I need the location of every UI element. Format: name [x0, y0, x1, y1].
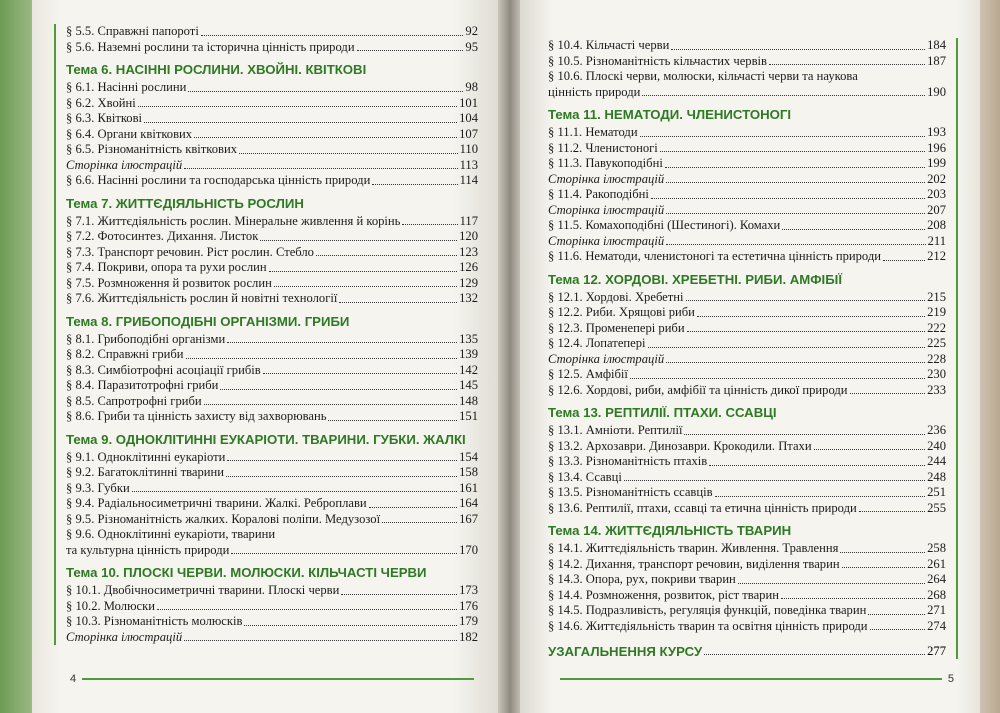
- left-footer: [70, 673, 480, 685]
- leader-dots: [814, 449, 926, 450]
- book-gutter: [498, 0, 522, 713]
- toc-entry[interactable]: [66, 378, 478, 394]
- toc-entry[interactable]: [548, 470, 946, 486]
- final-entry-title: УЗАГАЛЬНЕННЯ КУРСУ: [548, 644, 703, 659]
- toc-entry-page: 182: [459, 629, 478, 644]
- toc-entry[interactable]: [548, 249, 946, 265]
- topic-heading: Тема 13. РЕПТИЛІЇ. ПТАХИ. ССАВЦІ: [548, 405, 777, 420]
- toc-entry-page: 199: [927, 156, 946, 170]
- toc-entry-title: § 10.1. Двобічносиметричні тварини. Плоскі черви: [66, 583, 340, 597]
- toc-entry-title: § 9.3. Губки: [66, 480, 130, 495]
- toc-entry-page: 164: [459, 496, 478, 510]
- toc-entry-title: § 9.1. Одноклітинні еукаріоти: [66, 449, 226, 464]
- toc-entry-page: 196: [927, 140, 946, 155]
- toc-entry[interactable]: [548, 588, 946, 604]
- toc-entry-title: § 5.5. Справжні папороті: [66, 24, 199, 38]
- final-entry[interactable]: [548, 644, 946, 659]
- toc-entry-page: 167: [459, 511, 478, 526]
- toc-entry-title: § 12.1. Хордові. Хребетні: [548, 289, 684, 304]
- toc-entry-page: 104: [459, 111, 478, 125]
- toc-entry-page: 113: [459, 157, 478, 172]
- toc-entry-title: § 11.1. Нематоди: [548, 125, 638, 139]
- leader-dots: [263, 373, 457, 374]
- toc-entry-title: § 11.2. Членистоногі: [548, 140, 658, 155]
- toc-entry-title: § 12.3. Променепері риби: [548, 320, 685, 335]
- leader-dots: [138, 106, 457, 107]
- page-number-right: 5: [947, 673, 954, 685]
- toc-entry-page: 225: [927, 336, 946, 350]
- toc-entry-page: 268: [927, 587, 946, 602]
- toc-entry[interactable]: [66, 229, 478, 245]
- toc-entry[interactable]: [548, 290, 946, 306]
- toc-entry-title: § 11.6. Нематоди, членистоногі та естетична цінність природи: [548, 249, 882, 263]
- topic-heading: Тема 8. ГРИБОПОДІБНІ ОРГАНІЗМИ. ГРИБИ: [66, 313, 350, 329]
- right-page: [520, 0, 980, 713]
- leader-dots: [341, 594, 457, 595]
- toc-entry-title: § 12.5. Амфібії: [548, 367, 628, 381]
- toc-entry-title: § 7.6. Життєдіяльність рослин й новітні технології: [66, 291, 338, 305]
- leader-dots: [186, 358, 458, 359]
- toc-entry-title: § 10.2. Молюски: [66, 598, 155, 613]
- toc-entry[interactable]: [548, 141, 946, 157]
- toc-entry-title: Сторінка ілюстрацій: [548, 233, 665, 248]
- toc-entry-page: 202: [927, 171, 946, 186]
- leader-dots: [260, 240, 457, 241]
- toc-entry[interactable]: [66, 599, 478, 615]
- toc-entry-page: 123: [459, 244, 478, 259]
- leader-dots: [651, 198, 925, 199]
- toc-entry-page: 92: [465, 24, 478, 38]
- leader-dots: [666, 362, 925, 363]
- toc-entry[interactable]: [66, 512, 478, 528]
- toc-entry[interactable]: [66, 260, 478, 276]
- toc-entry-page: 230: [927, 367, 946, 381]
- toc-entry[interactable]: [548, 38, 946, 54]
- toc-entry-title: § 13.4. Ссавці: [548, 469, 622, 484]
- left-toc: [54, 24, 478, 645]
- toc-entry-page: 248: [927, 469, 946, 484]
- toc-entry-page: 244: [927, 454, 946, 468]
- toc-entry-title: § 10.4. Кільчасті черви: [548, 38, 670, 52]
- right-footer: [554, 673, 954, 685]
- leader-dots: [220, 389, 457, 390]
- leader-dots: [269, 271, 457, 272]
- leader-dots: [201, 35, 464, 36]
- toc-entry-page: 228: [927, 351, 946, 366]
- toc-entry-title: § 13.6. Рептилії, птахи, ссавці та етична цінність природи: [548, 500, 857, 515]
- toc-entry-title: § 12.2. Риби. Хрящові риби: [548, 305, 695, 319]
- toc-entry-page: 233: [927, 382, 946, 397]
- toc-entry-page: 129: [459, 275, 478, 290]
- leader-dots: [239, 153, 458, 154]
- leader-dots: [382, 522, 457, 523]
- leader-dots: [194, 137, 457, 138]
- toc-entry-page: 98: [465, 80, 478, 94]
- toc-entry[interactable]: [548, 439, 946, 455]
- leader-dots: [684, 434, 925, 435]
- toc-entry[interactable]: [548, 485, 946, 501]
- topic-heading: Тема 11. НЕМАТОДИ. ЧЛЕНИСТОНОГІ: [548, 107, 792, 122]
- leader-dots: [188, 91, 463, 92]
- toc-entry-page: 261: [927, 556, 946, 571]
- toc-entry-page: 114: [459, 173, 478, 187]
- toc-entry-title: Сторінка ілюстрацій: [66, 157, 183, 172]
- toc-entry-page: 148: [459, 393, 478, 408]
- leader-dots: [132, 491, 457, 492]
- leader-dots: [184, 640, 457, 641]
- leader-dots: [328, 420, 457, 421]
- page-number-left: 4: [70, 673, 77, 685]
- toc-entry-title: § 14.3. Опора, рух, покриви тварин: [548, 572, 736, 586]
- toc-entry-page: 222: [927, 320, 946, 335]
- toc-entry-page: 132: [459, 291, 478, 305]
- toc-entry-title: § 14.5. Подразливість, регуляція функцій, поведінка тварин: [548, 603, 867, 617]
- toc-entry-title: § 7.1. Життєдіяльність рослин. Мінеральне живлення й корінь: [66, 213, 401, 228]
- leader-dots: [157, 609, 457, 610]
- toc-entry[interactable]: [66, 96, 478, 112]
- toc-entry-page: 107: [459, 126, 478, 141]
- leader-dots: [274, 286, 457, 287]
- toc-entry-page: 161: [459, 480, 478, 495]
- footer-rule: [82, 678, 474, 680]
- toc-entry[interactable]: [548, 557, 946, 573]
- toc-entry[interactable]: [548, 187, 946, 203]
- toc-entry-title: § 7.3. Транспорт речовин. Ріст рослин. Стебло: [66, 244, 314, 259]
- toc-entry-title: § 14.6. Життєдіяльність тварин та освітня цінність природи: [548, 618, 868, 633]
- toc-entry[interactable]: [66, 276, 478, 292]
- leader-dots: [660, 151, 925, 152]
- toc-entry-page: 258: [927, 541, 946, 555]
- toc-entry-title: § 12.6. Хордові, риби, амфібії та цінність дикої природи: [548, 382, 848, 397]
- toc-entry-page: 219: [927, 305, 946, 319]
- toc-entry-title: § 14.4. Розмноження, розвиток, ріст тварин: [548, 587, 779, 602]
- leader-dots: [769, 64, 925, 65]
- toc-entry-page: 215: [927, 289, 946, 304]
- toc-entry-title: § 14.1. Життєдіяльність тварин. Живлення. Травлення: [548, 541, 839, 555]
- leader-dots: [738, 583, 925, 584]
- toc-entry[interactable]: [548, 367, 946, 383]
- leader-dots: [666, 213, 925, 214]
- toc-entry-page: 139: [459, 347, 478, 361]
- toc-entry-page: 203: [927, 187, 946, 201]
- toc-entry[interactable]: [548, 156, 946, 172]
- toc-entry-page: 173: [459, 583, 478, 597]
- leader-dots: [665, 167, 925, 168]
- toc-entry[interactable]: [548, 423, 946, 439]
- leader-dots: [666, 182, 925, 183]
- toc-entry-continuation: [548, 85, 946, 101]
- leader-dots: [372, 184, 457, 185]
- toc-entry-page: 142: [459, 362, 478, 377]
- toc-entry[interactable]: [66, 245, 478, 261]
- toc-entry-title: § 13.2. Архозаври. Динозаври. Крокодили. Птахи: [548, 438, 812, 453]
- toc-entry-page: 135: [459, 331, 478, 346]
- toc-entry-page: 110: [459, 142, 478, 156]
- leader-dots: [883, 260, 925, 261]
- left-page: [32, 0, 500, 713]
- topic-heading: Тема 9. ОДНОКЛІТИННІ ЕУКАРІОТИ. ТВАРИНИ. ГУБКИ. ЖАЛКІ: [66, 431, 466, 447]
- toc-entry-page: 190: [927, 84, 946, 99]
- toc-entry-page: 154: [459, 449, 478, 464]
- toc-entry[interactable]: [66, 363, 478, 379]
- toc-entry[interactable]: [66, 394, 478, 410]
- leader-dots: [697, 316, 925, 317]
- leader-dots: [782, 229, 925, 230]
- toc-entry[interactable]: [66, 214, 478, 230]
- toc-entry[interactable]: [66, 583, 478, 599]
- toc-entry-title: § 12.4. Лопатепері: [548, 336, 646, 350]
- toc-entry-page: 179: [459, 614, 478, 628]
- toc-entry-title: § 8.5. Сапротрофні гриби: [66, 393, 202, 408]
- toc-entry-page: 251: [927, 485, 946, 499]
- leader-dots: [640, 136, 926, 137]
- toc-entry[interactable]: [66, 173, 478, 189]
- toc-entry[interactable]: [548, 572, 946, 588]
- toc-entry-title: § 11.4. Ракоподібні: [548, 187, 649, 201]
- toc-entry-page: 176: [459, 598, 478, 613]
- illustration-page-entry[interactable]: [548, 352, 946, 368]
- toc-entry[interactable]: [548, 541, 946, 557]
- toc-entry[interactable]: [66, 450, 478, 466]
- leader-dots: [859, 511, 925, 512]
- illustration-page-entry[interactable]: [548, 172, 946, 188]
- toc-entry[interactable]: [66, 24, 478, 40]
- toc-entry-title: Сторінка ілюстрацій: [548, 171, 665, 186]
- toc-entry[interactable]: [548, 125, 946, 141]
- toc-entry-title: § 7.5. Розмноження й розвиток рослин: [66, 275, 272, 290]
- leader-dots: [781, 598, 925, 599]
- leader-dots: [709, 465, 925, 466]
- illustration-page-entry[interactable]: [66, 158, 478, 174]
- toc-entry-title: § 6.5. Різноманітність квіткових: [66, 142, 238, 156]
- toc-entry-title: § 10.5. Різноманітність кільчастих червів: [548, 53, 767, 68]
- toc-entry-title: Сторінка ілюстрацій: [548, 351, 665, 366]
- toc-entry-page: 211: [927, 233, 946, 248]
- toc-entry-title: § 13.5. Різноманітність ссавців: [548, 485, 713, 499]
- leader-dots: [144, 122, 457, 123]
- toc-entry-title: § 8.6. Гриби та цінність захисту від захворювань: [66, 409, 327, 423]
- toc-entry-page: 145: [459, 378, 478, 392]
- toc-entry-page: 240: [927, 438, 946, 453]
- toc-entry-title-cont: цінність природи: [548, 84, 641, 99]
- toc-entry-title: § 6.2. Хвойні: [66, 95, 136, 110]
- leader-dots: [870, 629, 926, 630]
- leader-dots: [316, 255, 457, 256]
- leader-dots: [624, 480, 925, 481]
- toc-entry-title: § 7.4. Покриви, опора та рухи рослин: [66, 260, 267, 274]
- toc-entry-title: § 9.5. Різноманітність жалких. Коралові поліпи. Медузозої: [66, 511, 381, 526]
- illustration-page-entry[interactable]: [66, 630, 478, 646]
- illustration-page-entry[interactable]: [548, 234, 946, 250]
- toc-entry-page: 264: [927, 572, 946, 586]
- toc-entry-page: 158: [459, 465, 478, 479]
- leader-dots: [850, 393, 926, 394]
- toc-entry[interactable]: [66, 614, 478, 630]
- toc-entry-title: § 10.6. Плоскі черви, молюски, кільчасті черви та наукова: [548, 69, 858, 83]
- toc-entry[interactable]: [548, 383, 946, 399]
- toc-entry-title: § 9.2. Багатоклітинні тварини: [66, 465, 225, 479]
- toc-entry[interactable]: [66, 40, 478, 56]
- toc-entry[interactable]: [548, 454, 946, 470]
- toc-entry-title: § 5.6. Наземні рослини та історична цінність природи: [66, 39, 355, 54]
- toc-entry-page: 184: [927, 38, 946, 52]
- toc-entry-title: § 6.6. Насінні рослини та господарська цінність природи: [66, 173, 371, 187]
- leader-dots: [402, 224, 457, 225]
- toc-entry-page: 117: [459, 213, 478, 228]
- toc-entry-title: § 13.3. Різноманітність птахів: [548, 454, 708, 468]
- toc-entry-page: 208: [927, 218, 946, 232]
- toc-entry-title: § 7.2. Фотосинтез. Дихання. Листок: [66, 229, 259, 243]
- topic-heading: Тема 7. ЖИТТЄДІЯЛЬНІСТЬ РОСЛИН: [66, 195, 304, 211]
- toc-entry-title: § 6.1. Насінні рослини: [66, 80, 187, 94]
- toc-entry[interactable]: [548, 321, 946, 337]
- toc-entry[interactable]: [66, 496, 478, 512]
- footer-rule: [560, 678, 942, 680]
- leader-dots: [715, 496, 926, 497]
- toc-entry[interactable]: [548, 305, 946, 321]
- toc-entry-title: § 8.2. Справжні гриби: [66, 347, 184, 361]
- leader-dots: [671, 49, 925, 50]
- leader-dots: [244, 625, 457, 626]
- toc-entry-title: § 13.1. Амніоти. Рептилії: [548, 423, 683, 437]
- leader-dots: [357, 50, 464, 51]
- toc-entry-page: 271: [927, 603, 946, 617]
- toc-entry-page: 101: [459, 95, 478, 110]
- leader-dots: [686, 300, 926, 301]
- toc-entry[interactable]: [66, 142, 478, 158]
- toc-entry[interactable]: [66, 80, 478, 96]
- leader-dots: [630, 378, 925, 379]
- topic-heading: Тема 10. ПЛОСКІ ЧЕРВИ. МОЛЮСКИ. КІЛЬЧАСТІ ЧЕРВИ: [66, 565, 427, 580]
- toc-entry-title: § 8.3. Симбіотрофні асоціації грибів: [66, 362, 261, 377]
- leader-dots: [227, 342, 457, 343]
- topic-heading: Тема 14. ЖИТТЄДІЯЛЬНІСТЬ ТВАРИН: [548, 523, 792, 538]
- leader-dots: [227, 460, 457, 461]
- toc-entry-page: 95: [465, 39, 478, 54]
- leader-dots: [184, 168, 457, 169]
- toc-entry-text-wrap: [66, 527, 478, 558]
- leader-dots: [204, 404, 457, 405]
- leader-dots: [231, 553, 457, 554]
- toc-entry[interactable]: [66, 465, 478, 481]
- right-toc: [548, 38, 958, 659]
- toc-entry-title: § 14.2. Дихання, транспорт речовин, виділення тварин: [548, 556, 840, 571]
- toc-entry-title-cont: та культурна цінність природи: [66, 542, 230, 557]
- toc-entry-page: 170: [459, 542, 478, 557]
- toc-entry[interactable]: [66, 409, 478, 425]
- toc-entry-title: § 9.6. Одноклітинні еукаріоти, тварини: [66, 527, 276, 541]
- leader-dots: [868, 614, 925, 615]
- toc-entry-page: 120: [459, 229, 478, 243]
- toc-entry[interactable]: [548, 603, 946, 619]
- toc-entry[interactable]: [66, 127, 478, 143]
- topic-heading: Тема 12. ХОРДОВІ. ХРЕБЕТНІ. РИБИ. АМФІБІЇ: [548, 271, 842, 287]
- toc-entry-title: Сторінка ілюстрацій: [548, 202, 665, 217]
- toc-entry[interactable]: [548, 501, 946, 517]
- toc-entry[interactable]: [548, 69, 946, 100]
- toc-entry-title: § 6.4. Органи квіткових: [66, 126, 193, 141]
- illustration-page-entry[interactable]: [548, 203, 946, 219]
- toc-entry-page: 126: [459, 260, 478, 274]
- leader-dots: [369, 507, 457, 508]
- leader-dots: [687, 331, 926, 332]
- toc-entry[interactable]: [66, 332, 478, 348]
- leader-dots: [339, 302, 457, 303]
- toc-entry-title: Сторінка ілюстрацій: [66, 629, 183, 644]
- leader-dots: [842, 567, 926, 568]
- toc-entry[interactable]: [66, 481, 478, 497]
- toc-entry[interactable]: [66, 347, 478, 363]
- toc-entry-text-wrap: [548, 69, 946, 100]
- leader-dots: [840, 552, 925, 553]
- toc-entry-title: § 11.3. Павукоподібні: [548, 156, 663, 170]
- toc-entry-continuation: [66, 543, 478, 559]
- toc-entry-page: 151: [459, 409, 478, 423]
- leader-dots: [666, 244, 925, 245]
- toc-entry-title: § 11.5. Комахоподібні (Шестиногі). Комахи: [548, 218, 781, 232]
- toc-entry[interactable]: [66, 111, 478, 127]
- toc-entry[interactable]: [548, 54, 946, 70]
- topic-heading: Тема 6. НАСІННІ РОСЛИНИ. ХВОЙНІ. КВІТКОВІ: [66, 62, 367, 77]
- toc-entry[interactable]: [66, 527, 478, 558]
- toc-entry-page: 212: [927, 249, 946, 263]
- toc-entry-page: 207: [927, 202, 946, 217]
- leader-dots: [704, 654, 925, 655]
- toc-entry-title: § 10.3. Різноманітність молюсків: [66, 614, 243, 628]
- leader-dots: [648, 347, 926, 348]
- toc-entry[interactable]: [548, 336, 946, 352]
- toc-entry-title: § 8.1. Грибоподібні організми: [66, 331, 226, 346]
- toc-entry[interactable]: [66, 291, 478, 307]
- toc-entry-page: 236: [927, 423, 946, 437]
- toc-entry[interactable]: [548, 619, 946, 635]
- toc-entry-page: 274: [927, 618, 946, 633]
- toc-entry-title: § 9.4. Радіальносиметричні тварини. Жалкі. Реброплави: [66, 496, 367, 510]
- toc-entry-page: 255: [927, 500, 946, 515]
- toc-entry[interactable]: [548, 218, 946, 234]
- toc-entry-title: § 8.4. Паразитотрофні гриби: [66, 378, 219, 392]
- toc-entry-title: § 6.3. Квіткові: [66, 111, 143, 125]
- toc-entry-page: 187: [927, 53, 946, 68]
- final-entry-page: 277: [927, 644, 946, 658]
- toc-entry-page: 193: [927, 125, 946, 139]
- leader-dots: [642, 95, 925, 96]
- leader-dots: [226, 476, 457, 477]
